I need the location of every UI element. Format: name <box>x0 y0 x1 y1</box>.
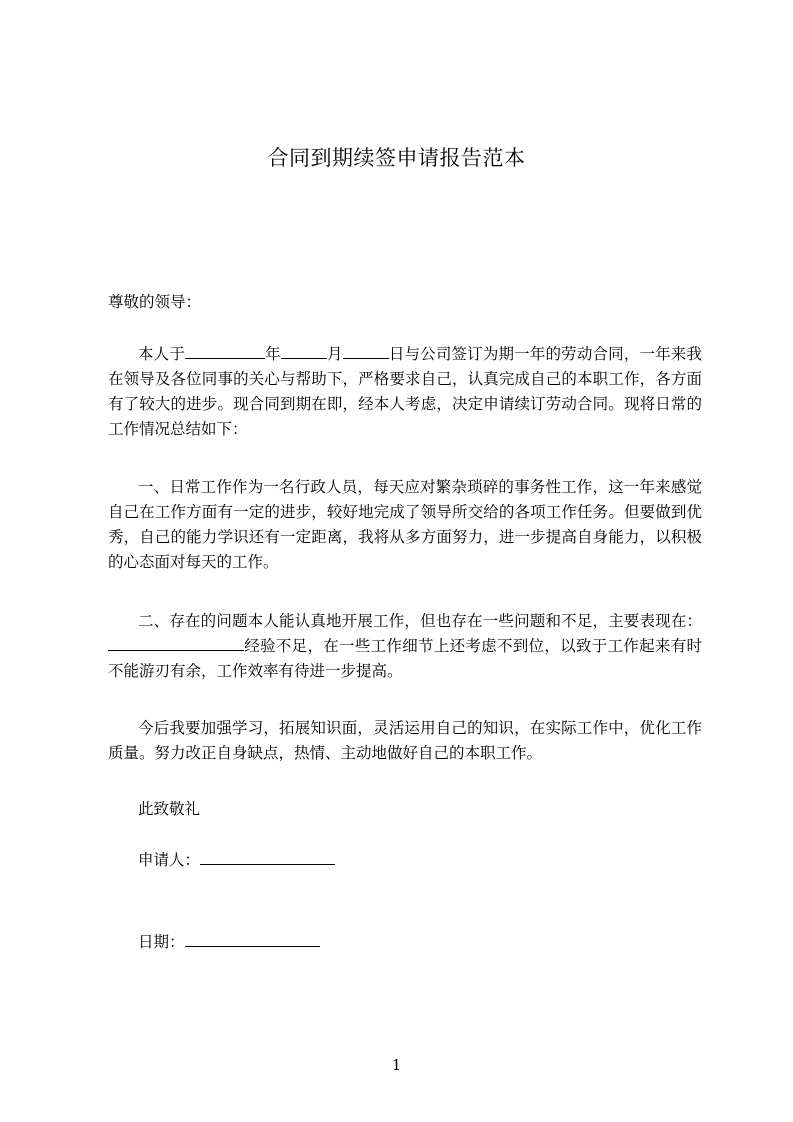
paragraph-future-plan: 今后我要加强学习，拓展知识面，灵活运用自己的知识，在实际工作中，优化工作质量。努力改正自身缺点，热情、主动地做好自己的本职工作。 <box>108 719 702 762</box>
month-blank <box>281 343 327 359</box>
applicant-signature-blank <box>200 849 335 865</box>
problem-blank <box>108 635 244 651</box>
closing-text: 此致敬礼 <box>138 800 201 818</box>
applicant-line <box>138 848 335 873</box>
text-segment: 日与公司签订为期一年的劳动合同，一年来我在领导及各位同事的关心与帮助下，严格要求自己，认真完成自己的本职工作，各方面有了较大的进步。现合同到期在即，经本人考虑，决定申请续订劳动合同。现将日常的工作情况总结如下： <box>108 345 702 438</box>
salutation: 尊敬的领导： <box>108 293 202 311</box>
text-segment: 经验不足，在一些工作细节上还考虑不到位，以致于工作起来有时不能游刃有余，工作效率有待进一步提高。 <box>108 637 702 680</box>
paragraph-problems <box>108 609 702 684</box>
text-segment: 月 <box>326 345 343 363</box>
date-blank <box>185 931 320 947</box>
paragraph-daily-work: 一、日常工作作为一名行政人员，每天应对繁杂琐碎的事务性工作，这一年来感觉自己在工作方面有一定的进步，较好地完成了领导所交给的各项工作任务。但要做到优秀，自己的能力学识还有一定距离，我将从多方面努力，进一步提高自身能力，以积极的心态面对每天的工作。 <box>108 478 702 571</box>
text-segment: 二、存在的问题本人能认真地开展工作，但也存在一些问题和不足，主要表现在： <box>138 612 702 630</box>
date-label: 日期： <box>138 933 185 951</box>
document-title: 合同到期续签申请报告范本 <box>267 146 526 170</box>
text-segment: 年 <box>265 345 281 363</box>
date-line <box>138 930 320 955</box>
applicant-label: 申请人： <box>138 851 201 869</box>
year-blank <box>185 343 265 359</box>
text-segment: 本人于 <box>138 345 185 363</box>
day-blank <box>343 343 389 359</box>
page-number: 1 <box>391 1056 402 1074</box>
paragraph-contract-intro <box>108 342 702 442</box>
